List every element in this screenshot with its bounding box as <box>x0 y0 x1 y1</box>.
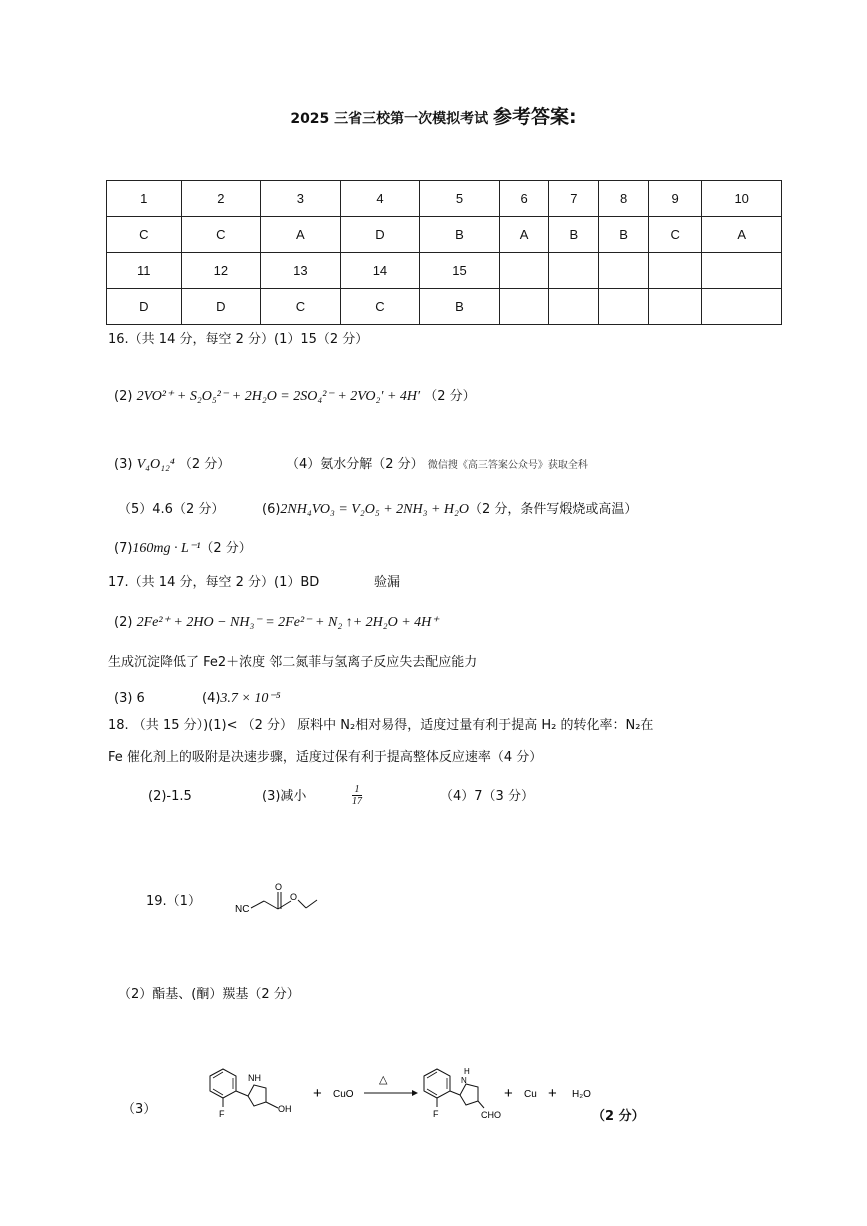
table-cell: C <box>340 289 420 325</box>
q16-part6 <box>262 501 637 519</box>
table-cell: C <box>648 217 701 253</box>
q16-part2 <box>114 388 476 406</box>
table-cell: 7 <box>549 181 599 217</box>
title-main: 2025 三省三校第一次模拟考试 <box>290 111 489 127</box>
table-cell: 9 <box>648 181 701 217</box>
table-cell: 4 <box>340 181 420 217</box>
q17-p2-label: (2) <box>114 615 133 630</box>
table-cell: D <box>181 289 261 325</box>
fraction-numerator: 1 <box>352 784 362 796</box>
q16-p7-value: 160mg · L⁻¹ <box>132 541 201 556</box>
q17-header: 17.（共 14 分，每空 2 分）(1）BD <box>108 575 320 590</box>
table-cell: 6 <box>499 181 549 217</box>
product-molecule <box>424 1067 501 1120</box>
q16-p2-label: (2) <box>114 389 133 404</box>
table-cell: 1 <box>107 181 182 217</box>
page-title <box>0 102 867 129</box>
table-cell: B <box>549 217 599 253</box>
q17-part4 <box>202 690 281 708</box>
q16-part4 <box>286 456 588 475</box>
q19-part3-label: （3） <box>122 1102 157 1117</box>
table-cell: C <box>181 217 261 253</box>
table-cell: 10 <box>702 181 782 217</box>
fraction-denominator: 17 <box>352 796 362 807</box>
table-row <box>107 253 782 289</box>
table-cell: B <box>599 217 649 253</box>
atom-f: F <box>219 1109 225 1119</box>
table-cell: 2 <box>181 181 261 217</box>
table-cell: A <box>702 217 782 253</box>
table-cell <box>648 289 701 325</box>
table-cell: A <box>261 217 341 253</box>
table-cell <box>499 253 549 289</box>
product-atom-h: H <box>464 1067 470 1076</box>
atom-nh: NH <box>248 1073 261 1083</box>
table-row <box>107 217 782 253</box>
plus-sign-1: + <box>313 1085 322 1102</box>
q16-header: 16.（共 14 分，每空 2 分）(1）15（2 分） <box>108 332 369 347</box>
product-atom-n: N <box>461 1076 467 1085</box>
q18-part2: (2)-1.5 <box>148 789 192 804</box>
q18-part4: （4）7（3 分） <box>440 789 534 804</box>
table-cell: D <box>107 289 182 325</box>
product-atom-f: F <box>433 1109 439 1119</box>
table-cell: B <box>420 289 500 325</box>
q17-part2 <box>114 614 439 632</box>
product-h2o: H₂O <box>572 1089 591 1100</box>
watermark-text: 微信搜《高三答案公众号》获取全科 <box>427 460 588 471</box>
table-cell: 15 <box>420 253 500 289</box>
ethyl-cyanoacetate-structure <box>232 878 332 928</box>
q16-part5: （5）4.6（2 分） <box>118 502 225 517</box>
table-cell <box>702 253 782 289</box>
table-cell <box>648 253 701 289</box>
table-cell: 12 <box>181 253 261 289</box>
q16-p6-note: （2 分，条件写煅烧或高温） <box>469 502 638 517</box>
q18-fraction <box>352 784 362 807</box>
table-cell: C <box>107 217 182 253</box>
product-cu: Cu <box>524 1089 537 1100</box>
group-cho: CHO <box>481 1110 501 1120</box>
q17-p4-value: 3.7 × 10⁻⁵ <box>220 691 281 706</box>
table-cell: 5 <box>420 181 500 217</box>
q16-p7-score: （2 分） <box>200 541 252 556</box>
table-cell: 13 <box>261 253 341 289</box>
heat-symbol: △ <box>379 1074 388 1086</box>
q16-p7-label: (7) <box>114 541 133 556</box>
q17-p4-label: (4) <box>202 691 221 706</box>
group-oh: OH <box>278 1104 292 1114</box>
table-cell <box>702 289 782 325</box>
reactant-molecule <box>210 1069 292 1119</box>
q18-line1: 18. （共 15 分）)(1)< （2 分） 原料中 N₂相对易得，适度过量有利于提高 H₂ 的转化率：N₂在 <box>108 718 654 733</box>
q16-part3 <box>114 456 230 474</box>
table-cell: 14 <box>340 253 420 289</box>
q17-part3: (3) 6 <box>114 691 145 706</box>
table-cell: A <box>499 217 549 253</box>
q17-p1-extra: 验漏 <box>374 575 401 590</box>
q16-p4-text: （4）氨水分解（2 分） <box>286 457 424 472</box>
struct-ester-o: O <box>290 892 298 902</box>
q16-p2-equation: 2VO²⁺ + S₂O₅²⁻ + 2H₂O = 2SO₄²⁻ + 2VO₂′ + 4H′ <box>136 389 421 404</box>
q19-part2: （2）酯基、(酮）羰基（2 分） <box>118 987 300 1002</box>
table-cell: D <box>340 217 420 253</box>
q16-p3-formula: V₄O₁₂⁴ <box>136 457 175 472</box>
reagent-cuo: CuO <box>333 1089 354 1100</box>
table-cell: B <box>420 217 500 253</box>
table-cell <box>549 289 599 325</box>
q16-p3-score: （2 分） <box>178 457 231 472</box>
plus-sign-3: + <box>548 1085 557 1102</box>
table-cell: 11 <box>107 253 182 289</box>
answer-table <box>106 180 782 325</box>
q17-p2-equation: 2Fe²⁺ + 2HO − NH₃⁻ = 2Fe²⁻ + N₂ ↑+ 2H₂O + 4H⁺ <box>136 615 439 630</box>
reaction-scheme <box>196 1062 646 1130</box>
q16-part7 <box>114 540 252 558</box>
table-cell: 8 <box>599 181 649 217</box>
struct-nc-label: NC <box>235 904 250 915</box>
q19-part1-label: 19.（1） <box>146 894 201 909</box>
table-cell: C <box>261 289 341 325</box>
q16-p2-score: （2 分） <box>424 389 476 404</box>
q19-part3-score: （2 分） <box>592 1109 645 1124</box>
table-row <box>107 181 782 217</box>
q18-part3: (3)减小 <box>262 789 307 804</box>
plus-sign-2: + <box>504 1085 513 1102</box>
q16-p6-equation: 2NH₄VO₃ = V₂O₅ + 2NH₃ + H₂O <box>280 502 469 517</box>
title-emphasis: 参考答案: <box>493 106 577 128</box>
table-cell <box>549 253 599 289</box>
q16-p3-label: (3) <box>114 457 133 472</box>
struct-carbonyl-o: O <box>275 882 283 892</box>
table-cell: 3 <box>261 181 341 217</box>
table-cell <box>599 289 649 325</box>
table-cell <box>499 289 549 325</box>
q16-p6-label: (6) <box>262 502 281 517</box>
q18-line2: Fe 催化剂上的吸附是决速步骤，适度过保有利于提高整体反应速率（4 分） <box>108 750 543 765</box>
table-cell <box>599 253 649 289</box>
table-row <box>107 289 782 325</box>
q17-reason: 生成沉淀降低了 Fe2＋浓度 邻二氮菲与氢离子反应失去配应能力 <box>108 655 478 670</box>
